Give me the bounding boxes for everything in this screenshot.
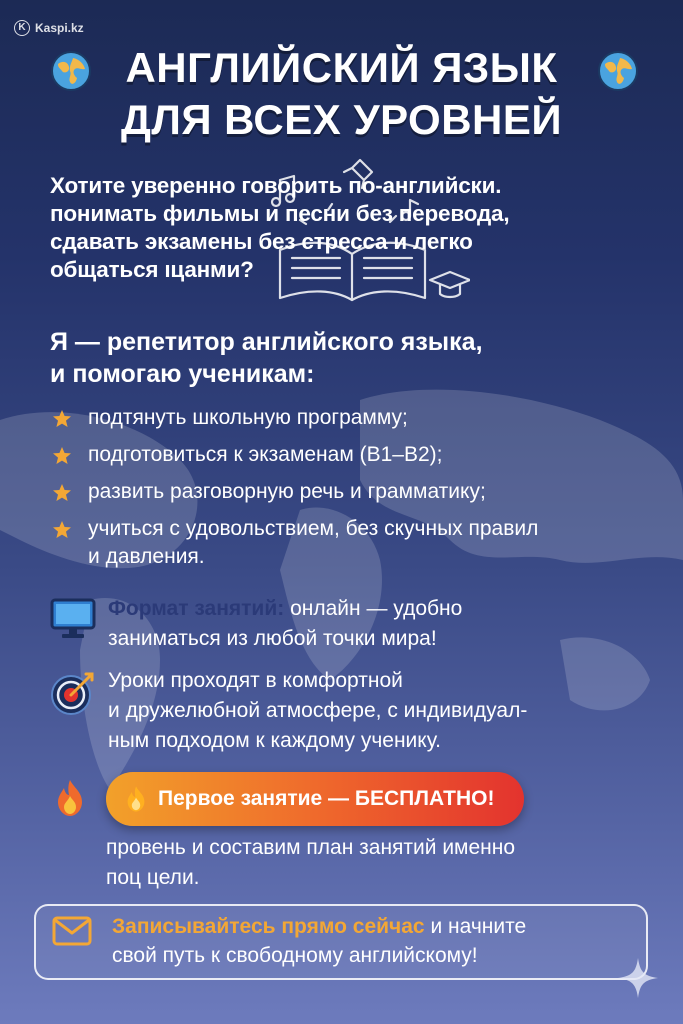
fire-icon — [50, 778, 90, 818]
star-icon — [52, 409, 72, 429]
cta-line-2: свой путь к свободному английскому! — [112, 944, 478, 967]
target-icon — [50, 670, 96, 716]
page-title — [0, 42, 683, 146]
cta-rest: и начните — [424, 915, 527, 938]
list-item-text: подтянуть школьную программу; — [88, 406, 408, 429]
intro-line: Хотите уверенно говорить по-английски. — [50, 173, 502, 198]
intro-line: общаться ıцанми? — [50, 257, 254, 282]
list-item-text-continued: и давления. — [88, 545, 205, 568]
tutor-line-2: и помогаю ученикам: — [50, 360, 315, 388]
monitor-icon — [50, 598, 96, 642]
list-item — [50, 404, 670, 432]
fire-icon — [122, 785, 150, 813]
list-item — [50, 478, 670, 506]
sparkle-icon — [616, 956, 660, 1000]
plan-line-1: провень и составим план занятий именно — [106, 836, 516, 859]
intro-line: сдавать экзамены без стресса и легко — [50, 229, 473, 254]
title-line-1: АНГЛИЙСКИЙ ЯЗЫК — [125, 44, 558, 91]
list-item-text: подготовиться к экзаменам (B1–B2); — [88, 443, 443, 466]
list-item — [50, 515, 670, 571]
kaspi-logo-icon: K — [14, 20, 30, 36]
kaspi-watermark — [14, 20, 84, 36]
format-line-2: заниматься из любой точки мира! — [108, 627, 437, 650]
tutor-line-1: Я — репетитор английского языка, — [50, 328, 483, 356]
watermark-text: Kaspi.kz — [35, 21, 84, 35]
plan-text — [106, 833, 646, 893]
star-icon — [52, 520, 72, 540]
format-text: онлайн — удобно — [284, 597, 463, 620]
tutor-heading — [50, 326, 650, 390]
cta-highlight: Записывайтесь прямо сейчас — [112, 915, 425, 938]
list-item-text: развить разговорную речь и грамматику; — [88, 480, 486, 503]
list-item — [50, 441, 670, 469]
title-line-2: ДЛЯ ВСЕХ УРОВНЕЙ — [120, 96, 563, 143]
plan-line-2: поц цели. — [106, 866, 200, 889]
free-lesson-label: Первое занятие — БЕСПЛАТНО! — [158, 787, 495, 810]
intro-paragraph — [50, 172, 650, 284]
envelope-icon — [52, 916, 92, 946]
star-icon — [52, 446, 72, 466]
cta-box[interactable] — [34, 904, 648, 980]
lessons-line-2: и дружелюбной атмосфере, с индивидуал- — [108, 699, 528, 722]
intro-line: понимать фильмы и песни без перевода, — [50, 201, 510, 226]
benefits-list — [50, 404, 670, 580]
free-lesson-badge — [106, 772, 524, 826]
lessons-line-1: Уроки проходят в комфортной — [108, 669, 403, 692]
star-icon — [52, 483, 72, 503]
lessons-line-3: ным подходом к каждому ученику. — [108, 729, 441, 752]
list-item-text: учиться с удовольствием, без скучных правил — [88, 517, 539, 540]
format-label: Формат занятий: — [108, 597, 285, 620]
